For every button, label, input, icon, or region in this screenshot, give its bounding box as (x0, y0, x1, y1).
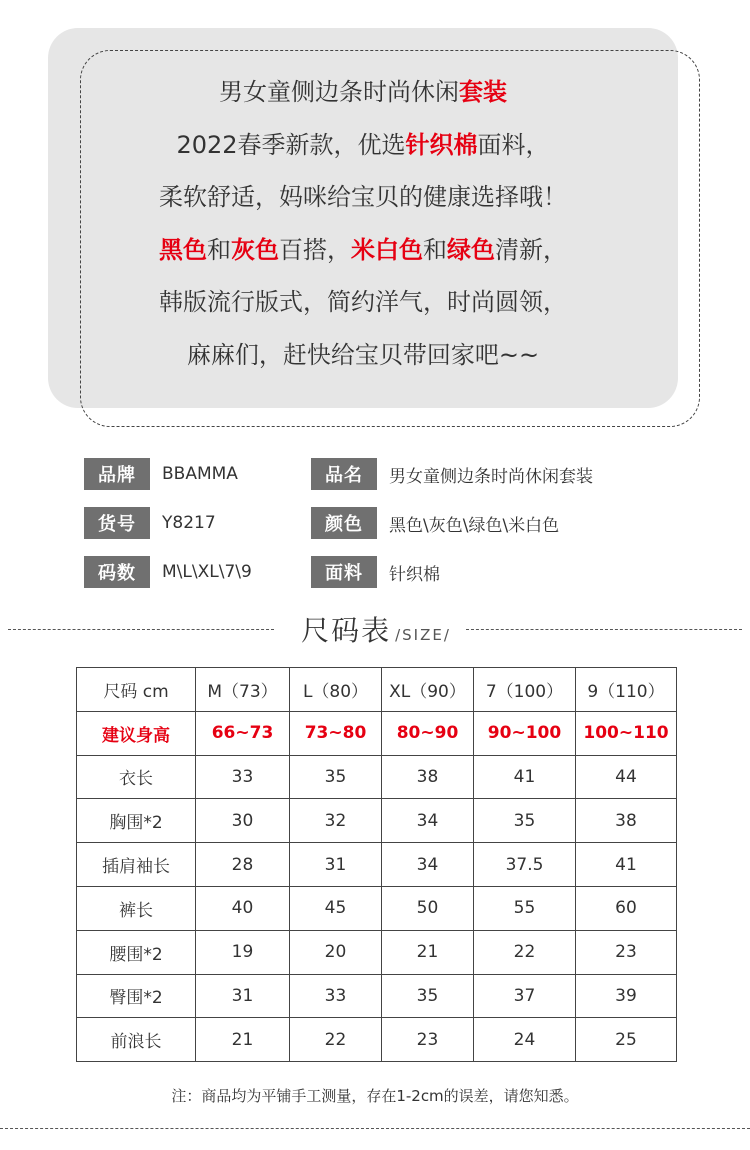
table-cell: 80~90 (382, 711, 474, 755)
measurement-note: 注：商品均为平铺手工测量，存在1-2cm的误差，请您知悉。 (171, 1087, 579, 1105)
table-cell: 19 (196, 930, 290, 974)
table-cell: 37 (474, 974, 576, 1018)
table-row (77, 974, 677, 1018)
table-cell: 22 (290, 1018, 382, 1062)
table-cell: 33 (290, 974, 382, 1018)
table-cell: 32 (290, 799, 382, 843)
info-label-item-no: 货号 (84, 507, 150, 539)
table-row-label: 前浪长 (77, 1018, 196, 1062)
table-cell: 39 (576, 974, 677, 1018)
info-fabric (311, 556, 440, 588)
intro-line-3: 柔软舒适，妈咪给宝贝的健康选择哦！ (159, 183, 567, 212)
intro-line-6: 麻麻们，赶快给宝贝带回家吧~~ (186, 340, 540, 369)
table-cell: 20 (290, 930, 382, 974)
table-cell: 28 (196, 843, 290, 887)
info-value-sizes: M\L\XL\7\9 (162, 562, 252, 582)
table-cell: 38 (576, 799, 677, 843)
info-label-color: 颜色 (311, 507, 377, 539)
intro-line-1: 男女童侧边条时尚休闲套装 (219, 78, 507, 106)
table-cell: 35 (474, 799, 576, 843)
info-color (311, 507, 559, 539)
info-value-name: 男女童侧边条时尚休闲套装 (389, 466, 593, 487)
table-cell: 100~110 (576, 711, 677, 755)
info-sizes (84, 556, 252, 588)
size-table (76, 667, 677, 1062)
table-cell: 90~100 (474, 711, 576, 755)
info-label-sizes: 码数 (84, 556, 150, 588)
info-value-brand: BBAMMA (162, 464, 238, 484)
table-cell: 66~73 (196, 711, 290, 755)
table-cell: 50 (382, 886, 474, 930)
table-row-label: 衣长 (77, 755, 196, 799)
table-cell: 37.5 (474, 843, 576, 887)
table-row-label: 臀围*2 (77, 974, 196, 1018)
table-cell: 35 (382, 974, 474, 1018)
size-chart-title-sub: /SIZE/ (395, 626, 451, 644)
info-label-brand: 品牌 (84, 458, 150, 490)
size-chart-title (286, 609, 466, 649)
table-cell: 60 (576, 886, 677, 930)
table-header-cell: XL（90） (382, 668, 474, 712)
table-cell: 24 (474, 1018, 576, 1062)
table-header-cell: L（80） (290, 668, 382, 712)
table-cell: 41 (474, 755, 576, 799)
info-value-fabric: 针织棉 (389, 564, 440, 585)
intro-line-2: 2022春季新款，优选针织棉面料， (176, 130, 550, 159)
table-row (77, 1018, 677, 1062)
intro-line-4: 黑色和灰色百搭，米白色和绿色清新， (159, 235, 567, 264)
table-row-label: 胸围*2 (77, 799, 196, 843)
info-label-fabric: 面料 (311, 556, 377, 588)
bottom-divider (0, 1128, 750, 1129)
info-name (311, 458, 593, 490)
table-cell: 55 (474, 886, 576, 930)
info-item-no (84, 507, 216, 539)
table-row-label: 建议身高 (77, 711, 196, 755)
table-header-cell: 9（110） (576, 668, 677, 712)
table-row-label: 裤长 (77, 886, 196, 930)
title-divider-right (466, 629, 742, 630)
table-cell: 41 (576, 843, 677, 887)
info-value-color: 黑色\灰色\绿色\米白色 (389, 515, 560, 536)
info-brand (84, 458, 238, 490)
table-cell: 31 (196, 974, 290, 1018)
table-cell: 21 (382, 930, 474, 974)
size-chart-title-main: 尺码表 (301, 614, 392, 647)
table-cell: 21 (196, 1018, 290, 1062)
table-cell: 25 (576, 1018, 677, 1062)
table-row (77, 799, 677, 843)
intro-line-5: 韩版流行版式，简约洋气，时尚圆领， (159, 288, 567, 317)
table-header-cell: 7（100） (474, 668, 576, 712)
info-label-name: 品名 (311, 458, 377, 490)
table-header-cell: M（73） (196, 668, 290, 712)
table-cell: 40 (196, 886, 290, 930)
table-cell: 33 (196, 755, 290, 799)
table-row-label: 插肩袖长 (77, 843, 196, 887)
table-cell: 31 (290, 843, 382, 887)
table-cell: 35 (290, 755, 382, 799)
table-cell: 23 (576, 930, 677, 974)
table-cell: 34 (382, 799, 474, 843)
table-cell: 73~80 (290, 711, 382, 755)
table-cell: 30 (196, 799, 290, 843)
table-cell: 23 (382, 1018, 474, 1062)
table-row (77, 930, 677, 974)
title-divider-left (8, 629, 274, 630)
info-value-item-no: Y8217 (162, 513, 216, 533)
table-row (77, 886, 677, 930)
table-header-cell: 尺码 cm (77, 668, 196, 712)
table-row (77, 711, 677, 755)
table-cell: 45 (290, 886, 382, 930)
table-row (77, 843, 677, 887)
table-header-row (77, 668, 677, 712)
table-row (77, 755, 677, 799)
table-cell: 22 (474, 930, 576, 974)
table-cell: 38 (382, 755, 474, 799)
intro-description (48, 66, 678, 382)
table-cell: 44 (576, 755, 677, 799)
table-cell: 34 (382, 843, 474, 887)
table-row-label: 腰围*2 (77, 930, 196, 974)
